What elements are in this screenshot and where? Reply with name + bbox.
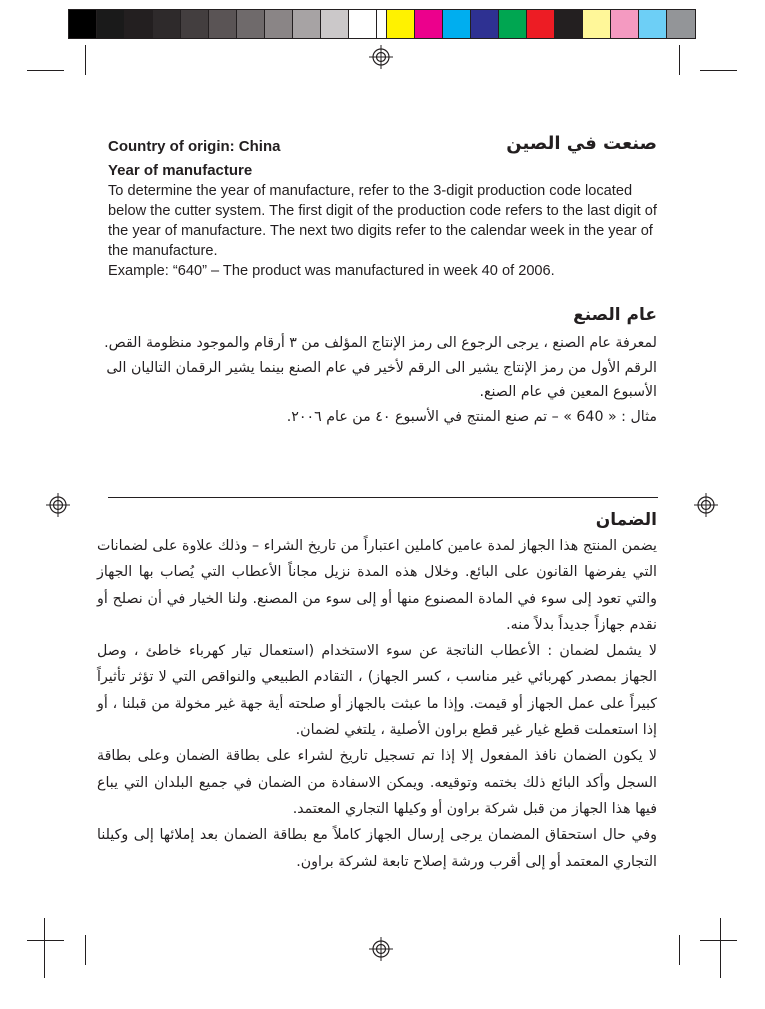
year-text-en <box>108 181 664 281</box>
registration-target-icon <box>369 45 393 69</box>
color-swatch <box>583 10 611 38</box>
crop-mark <box>720 918 721 978</box>
color-swatch <box>237 10 265 38</box>
color-swatch <box>387 10 415 38</box>
warranty-section-ar <box>97 510 657 875</box>
origin-heading-en: Country of origin: China <box>108 138 281 155</box>
year-section-ar <box>97 305 657 429</box>
color-swatch <box>97 10 125 38</box>
crop-mark <box>700 940 737 941</box>
crop-mark <box>27 70 64 71</box>
warranty-paragraph: وفي حال استحقاق المضمان يرجى إرسال الجهاز كاملاً مع بطاقة الضمان بعد إملائها إلى وكيلنا التجاري المعتمد أو إلى أقرب ورشة إصلاح تابعة لشركة براون. <box>97 827 657 870</box>
color-swatch <box>527 10 555 38</box>
warranty-paragraph: لا يشمل لضمان : الأعطاب الناتجة عن سوء الاستخدام (استعمال تيار كهرباء خاطئ ، وصل الجهاز بمصدر كهربائي غير مناسب ، كسر الجهاز) ، التقادم الطبيعي والنواقص التي لا تؤثر تأثيراً كبيراً على عمل الجهاز أو قيمت. وإذا ما عبثت بالجهاز أو صلحته أية جهة غير مخولة من قبلنا ، أو إذا استعملت قطع غيار غير قطع براون الأصلية ، يلتغي لضمان. <box>97 643 657 739</box>
color-swatch <box>349 10 377 38</box>
section-divider <box>108 497 658 498</box>
color-swatch <box>639 10 667 38</box>
origin-heading-ar: صنعت في الصين <box>506 133 657 154</box>
color-swatch <box>499 10 527 38</box>
year-line-ar: الرقم الأول من رمز الإنتاج يشير الى الرقم لأخير في عام الصنع بينما يشير الرقمان التاليان الى الأسبوع المعين في عام الصنع. <box>106 359 657 400</box>
registration-target-icon <box>369 937 393 961</box>
color-swatch <box>293 10 321 38</box>
color-swatch <box>415 10 443 38</box>
registration-target-icon <box>694 493 718 517</box>
crop-mark <box>44 918 45 978</box>
year-example-en: Example: “640” – The product was manufactured in week 40 of 2006. <box>108 263 555 279</box>
crop-mark <box>27 940 64 941</box>
year-paragraph-en: To determine the year of manufacture, refer to the 3-digit production code located below the cutter system. The first digit of the production code refers to the last digit of the year of manufacture. The next two digits refer to the calendar week in the year of the manufacture. <box>108 183 657 259</box>
year-heading-en: Year of manufacture <box>108 162 253 179</box>
color-swatch <box>611 10 639 38</box>
year-heading-ar: عام الصنع <box>573 305 657 325</box>
registration-target-icon <box>46 493 70 517</box>
crop-mark <box>679 935 680 965</box>
crop-mark <box>85 935 86 965</box>
year-line-ar: لمعرفة عام الصنع ، يرجى الرجوع الى رمز الإنتاج المؤلف من ٣ أرقام والموجود منظومة القص. <box>104 335 657 351</box>
color-swatch <box>69 10 97 38</box>
color-swatch <box>153 10 181 38</box>
color-control-bar <box>68 9 696 39</box>
crop-mark <box>85 45 86 75</box>
color-swatch <box>321 10 349 38</box>
color-swatch <box>667 10 695 38</box>
color-swatch <box>443 10 471 38</box>
color-swatch <box>125 10 153 38</box>
color-swatch <box>471 10 499 38</box>
warranty-paragraph: يضمن المنتج هذا الجهاز لمدة عامين كاملين اعتباراً من تاريخ الشراء – وذلك علاوة على لضمانات التي يفرضها القانون على البائع. وخلال هذه المدة نزيل مجاناً الأعطاب التي يُصاب بها الجهاز والتي تعود إلى سوء في المادة المصنوع منها أو إلى سوء من المصنع. ولنا الخيار في أن نصلح أو نقدم جهازاً جديداً بدلاً منه. <box>97 538 657 633</box>
crop-mark <box>700 70 737 71</box>
color-swatch <box>555 10 583 38</box>
year-example-ar: مثال : « 640 » – تم صنع المنتج في الأسبوع ٤٠ من عام ٢٠٠٦. <box>286 408 657 425</box>
warranty-heading-ar: الضمان <box>595 510 657 530</box>
warranty-paragraph: لا يكون الضمان نافذ المفعول إلا إذا تم تسجيل تاريخ لشراء على بطاقة الضمان وعلى بطاقة السجل وأكد البائع ذلك بختمه وتوقيعه. ويمكن الاسفادة من الضمان في جميع البلدان التي يباع فيها هذا الجهاز من قبل شركة براون أو وكيلها التجاري المعتمد. <box>97 748 657 817</box>
color-swatch <box>209 10 237 38</box>
color-swatch <box>181 10 209 38</box>
color-swatch <box>265 10 293 38</box>
crop-mark <box>679 45 680 75</box>
color-swatch-gap <box>377 10 387 38</box>
